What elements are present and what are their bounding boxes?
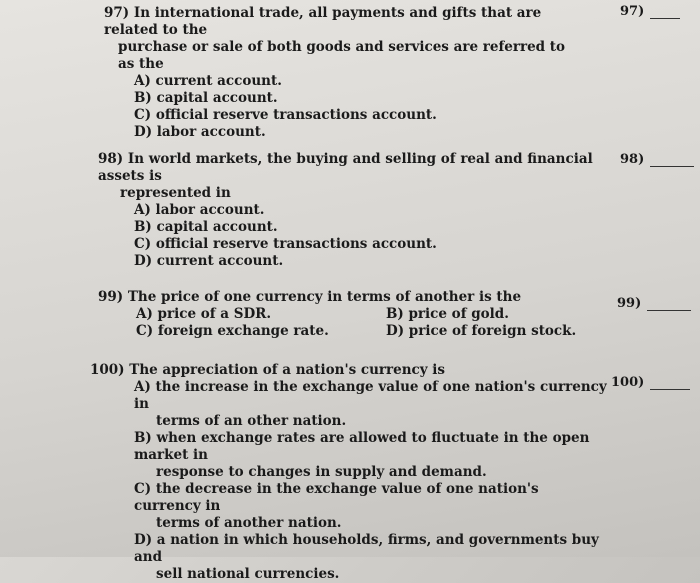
option-d: D) price of foreign stock. <box>386 323 577 339</box>
option-c: C) foreign exchange rate. <box>136 323 329 339</box>
option-d: D) labor account. <box>134 124 266 140</box>
option-b: B) capital account. <box>134 219 278 235</box>
question-stem: The appreciation of a nation's currency is <box>129 362 446 378</box>
answer-blank-97[interactable] <box>620 4 680 19</box>
question-stem: In international trade, all payments and gifts that are related to the <box>104 5 542 38</box>
question-stem: In world markets, the buying and selling of real and financial assets is <box>98 151 593 184</box>
answer-line[interactable] <box>650 18 680 19</box>
question-stem-continued: represented in <box>120 185 231 201</box>
question-stem-continued: purchase or sale of both goods and services are referred to as the <box>118 39 566 72</box>
option-c: C) official reserve transactions account. <box>134 107 437 123</box>
answer-label: 100) <box>611 375 645 390</box>
question-100 <box>90 362 610 583</box>
option-a: A) current account. <box>134 73 282 89</box>
option-c: C) the decrease in the exchange value of one nation's currency in <box>134 481 539 514</box>
option-d-continued: sell national currencies. <box>156 566 340 582</box>
answer-line[interactable] <box>650 166 694 167</box>
question-number: 99) <box>98 289 124 305</box>
answer-label: 98) <box>620 152 645 167</box>
answer-line[interactable] <box>647 310 691 311</box>
option-a: A) the increase in the exchange value of one nation's currency in <box>134 379 607 412</box>
question-97 <box>104 5 584 141</box>
answer-blank-99[interactable] <box>617 296 691 311</box>
option-b: B) price of gold. <box>386 306 509 322</box>
option-b: B) when exchange rates are allowed to fluctuate in the open market in <box>134 430 590 463</box>
option-b: B) capital account. <box>134 90 278 106</box>
answer-label: 97) <box>620 4 645 19</box>
option-a: A) labor account. <box>134 202 265 218</box>
option-c-continued: terms of another nation. <box>156 515 342 531</box>
answer-blank-98[interactable] <box>620 152 694 167</box>
option-d: D) current account. <box>134 253 284 269</box>
answer-line[interactable] <box>650 389 690 390</box>
question-number: 100) <box>90 362 125 378</box>
answer-blank-100[interactable] <box>611 375 690 390</box>
option-c: C) official reserve transactions account. <box>134 236 437 252</box>
option-d: D) a nation in which households, firms, and governments buy and <box>134 532 599 565</box>
question-98 <box>98 151 598 270</box>
question-stem: The price of one currency in terms of another is the <box>127 289 522 305</box>
question-number: 98) <box>98 151 124 167</box>
option-a: A) price of a SDR. <box>136 306 272 322</box>
option-b-continued: response to changes in supply and demand. <box>156 464 487 480</box>
question-99 <box>98 289 578 340</box>
option-a-continued: terms of an other nation. <box>156 413 347 429</box>
answer-label: 99) <box>617 296 642 311</box>
question-number: 97) <box>104 5 130 21</box>
